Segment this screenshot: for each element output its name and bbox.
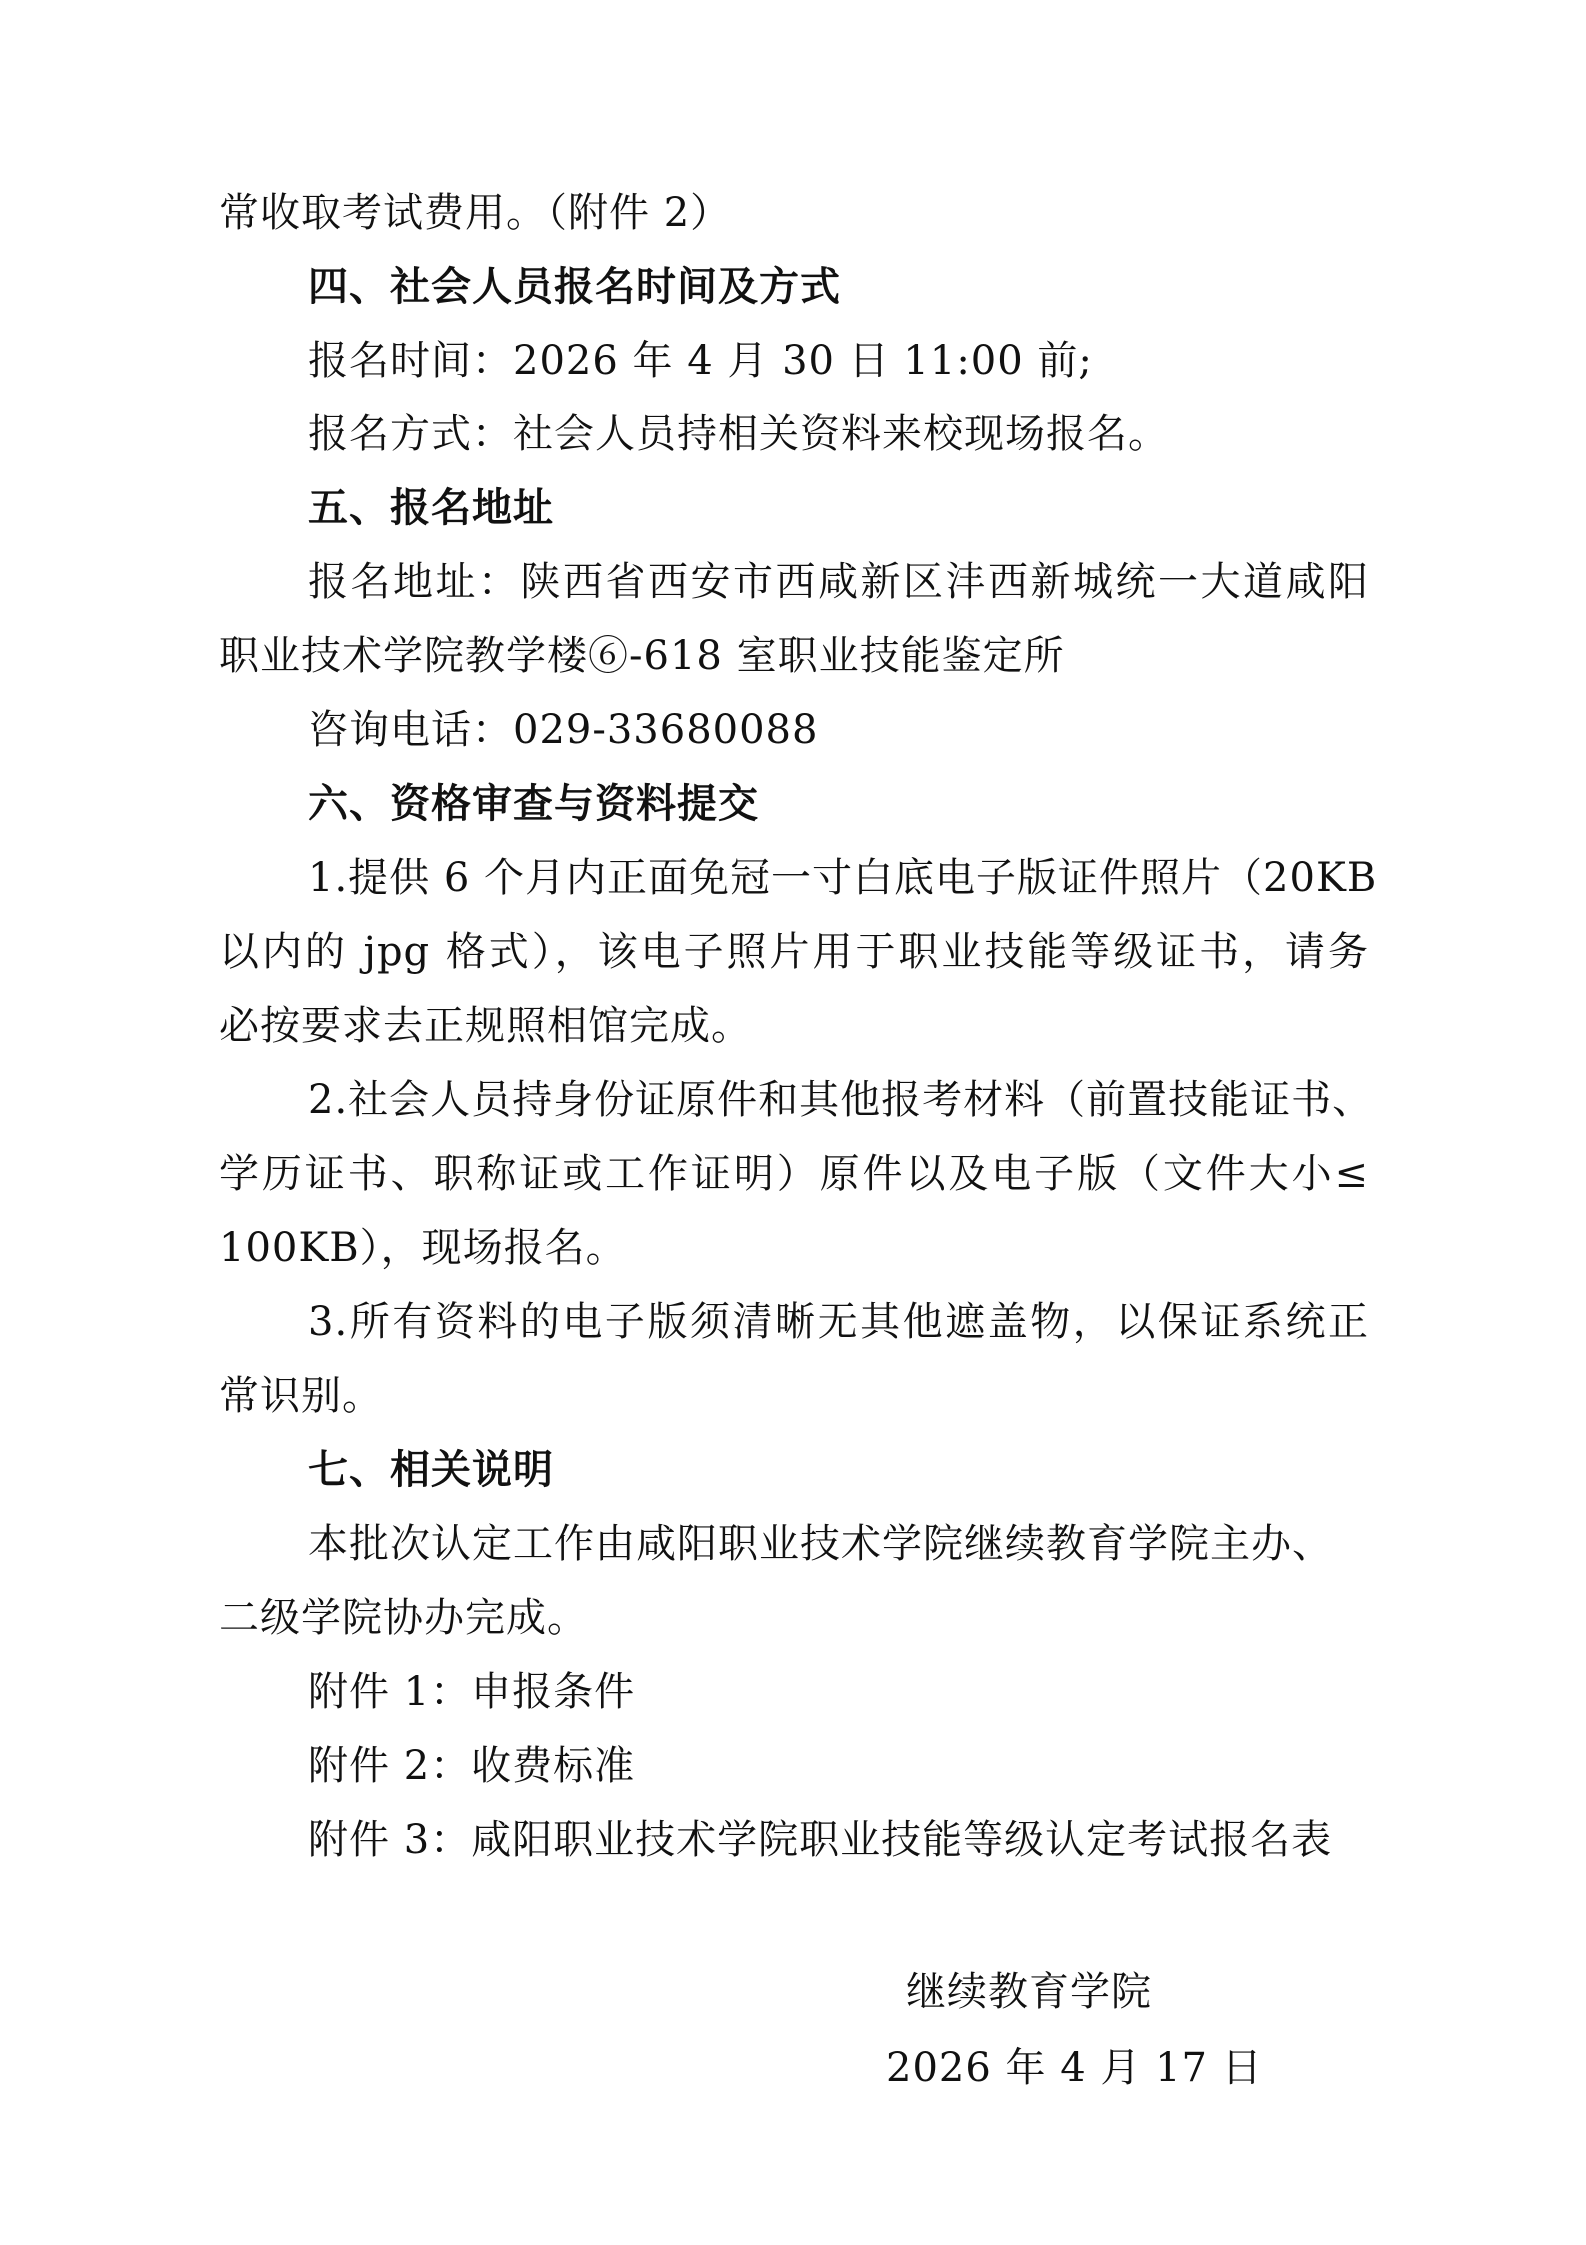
registration-time: 报名时间：2026 年 4 月 30 日 11:00 前; xyxy=(308,338,1093,384)
note-line-2: 二级学院协办完成。 xyxy=(219,1595,588,1641)
item-3-line-1: 3.所有资料的电子版须清晰无其他遮盖物，以保证系统正 xyxy=(308,1299,1369,1345)
note-line-1: 本批次认定工作由咸阳职业技术学院继续教育学院主办、 xyxy=(308,1521,1333,1567)
item-2-line-1: 2.社会人员持身份证原件和其他报考材料（前置技能证书、 xyxy=(308,1077,1374,1123)
section-heading-5: 五、报名地址 xyxy=(308,485,554,531)
section-heading-6: 六、资格审查与资料提交 xyxy=(308,781,759,827)
signature-date: 2026 年 4 月 17 日 xyxy=(886,2045,1263,2091)
phone-line: 咨询电话：029-33680088 xyxy=(308,707,819,753)
attachment-1: 附件 1：申报条件 xyxy=(308,1669,636,1715)
fee-note-line: 常收取考试费用。（附件 2） xyxy=(219,190,732,236)
address-line-1: 报名地址：陕西省西安市西咸新区沣西新城统一大道咸阳 xyxy=(308,559,1369,605)
registration-method: 报名方式：社会人员持相关资料来校现场报名。 xyxy=(308,411,1169,457)
section-heading-7: 七、相关说明 xyxy=(308,1447,554,1493)
section-heading-4: 四、社会人员报名时间及方式 xyxy=(308,264,841,310)
item-1-line-2: 以内的 jpg 格式），该电子照片用于职业技能等级证书，请务 xyxy=(219,929,1369,975)
item-1-line-1: 1.提供 6 个月内正面免冠一寸白底电子版证件照片（20KB xyxy=(308,855,1378,901)
signature-organization: 继续教育学院 xyxy=(906,1969,1152,2015)
item-2-line-3: 100KB），现场报名。 xyxy=(219,1225,627,1271)
address-line-2: 职业技术学院教学楼⑥-618 室职业技能鉴定所 xyxy=(219,633,1065,679)
item-2-line-2: 学历证书、职称证或工作证明）原件以及电子版（文件大小≤ xyxy=(219,1151,1369,1197)
item-3-line-2: 常识别。 xyxy=(219,1373,383,1419)
attachment-3: 附件 3：咸阳职业技术学院职业技能等级认定考试报名表 xyxy=(308,1817,1333,1863)
item-1-line-3: 必按要求去正规照相馆完成。 xyxy=(219,1003,752,1049)
attachment-2: 附件 2：收费标准 xyxy=(308,1743,636,1789)
